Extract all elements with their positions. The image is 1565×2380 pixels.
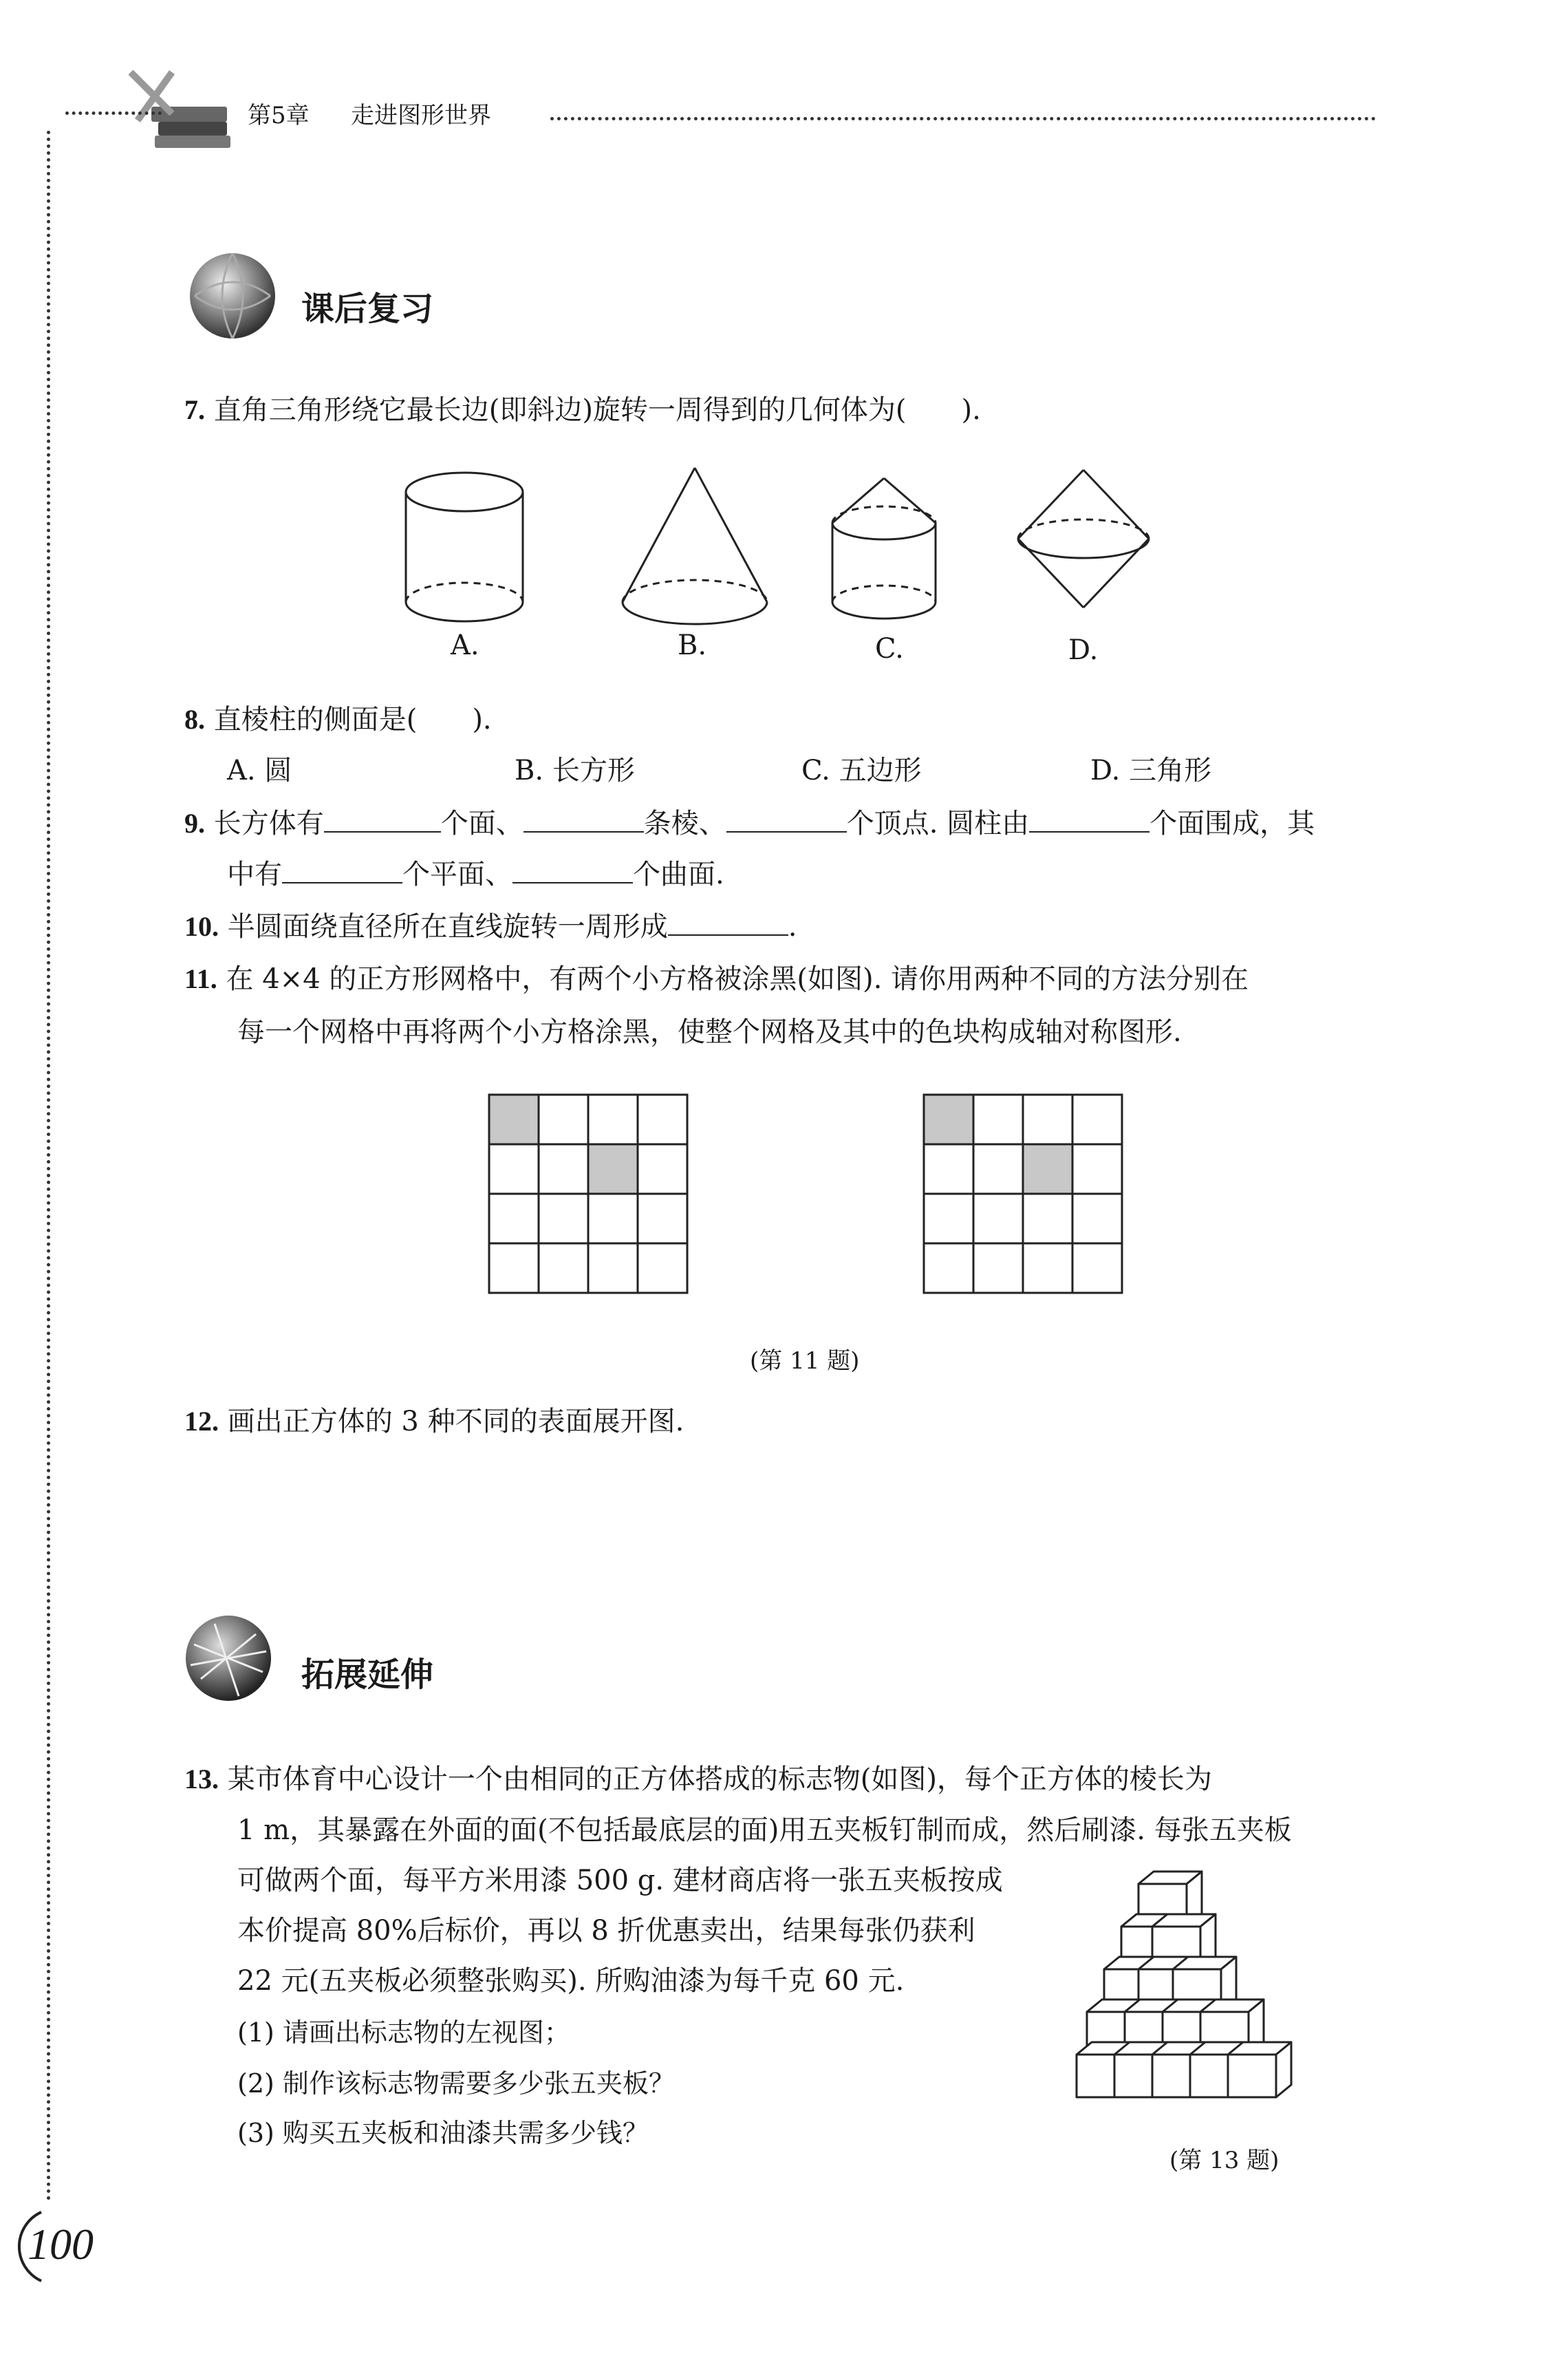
question-number: 10. — [184, 911, 219, 942]
question-13-sub2: (2) 制作该标志物需要多少张五夹板？ — [237, 2068, 675, 2099]
q9-text-7: 个平面、 — [402, 859, 512, 890]
answer-blank[interactable] — [726, 804, 847, 833]
question-13-line4: 本价提高 80%后标价，再以 8 折优惠卖出，结果每张仍获利 — [237, 1915, 975, 1947]
q10-end: . — [788, 911, 797, 943]
question-10 — [184, 907, 797, 946]
figure-11-caption: (第 11 题) — [750, 1347, 860, 1375]
grid-cell[interactable] — [973, 1095, 1023, 1144]
q9-text-3: 条棱、 — [643, 808, 726, 839]
double-cone-figure — [1018, 470, 1149, 608]
question-13-sub1: (1) 请画出标志物的左视图； — [237, 2017, 570, 2048]
cube — [1228, 2042, 1291, 2097]
cube-stack-figure — [1070, 1851, 1359, 2126]
question-number: 8. — [184, 704, 205, 735]
grid-cell[interactable] — [638, 1194, 687, 1243]
grid-cell[interactable] — [588, 1194, 638, 1243]
answer-blank[interactable] — [668, 907, 788, 936]
cone-figure — [623, 468, 767, 624]
grid-cell-shaded[interactable] — [588, 1144, 638, 1194]
answer-blank[interactable] — [324, 804, 441, 833]
question-11-line2: 每一个网格中再将两个小方格涂黑，使整个网格及其中的色块构成轴对称图形. — [237, 1016, 1182, 1048]
question-13-line2: 1 m，其暴露在外面的面(不包括最底层的面)用五夹板钉制而成，然后刷漆. 每张五夹板 — [237, 1814, 1292, 1846]
page-dotted-border — [47, 131, 50, 2202]
grid-cell[interactable] — [924, 1243, 973, 1293]
grid-cell[interactable] — [1023, 1095, 1072, 1144]
option-c-label: C. — [875, 633, 904, 665]
grid-cell[interactable] — [539, 1095, 588, 1144]
question-number: 13. — [184, 1763, 219, 1794]
grid-cell[interactable] — [588, 1095, 638, 1144]
question-12 — [184, 1402, 684, 1441]
question-number: 7. — [184, 394, 205, 425]
chapter-label: 第5章 — [248, 102, 310, 129]
grid-cell[interactable] — [638, 1144, 687, 1194]
q8-option-b: B. 长方形 — [515, 755, 635, 786]
grid-left[interactable] — [487, 1093, 689, 1298]
grid-cell[interactable] — [1023, 1243, 1072, 1293]
grid-cell[interactable] — [1072, 1194, 1122, 1243]
question-text: 在 4×4 的正方形网格中，有两个小方格被涂黑(如图). 请你用两种不同的方法分别在 — [226, 963, 1249, 995]
question-11-line1 — [184, 960, 1249, 998]
grid-cell[interactable] — [638, 1095, 687, 1144]
figure-13-caption: (第 13 题) — [1169, 2147, 1280, 2174]
header-dotted-line-left — [65, 111, 162, 115]
q9-text-2: 个面、 — [440, 808, 524, 839]
question-text: 某市体育中心设计一个由相同的正方体搭成的标志物(如图)，每个正方体的棱长为 — [227, 1763, 1212, 1795]
grid-cell-shaded[interactable] — [489, 1095, 539, 1144]
cone-cylinder-figure — [832, 478, 936, 619]
q9-text-4: 个顶点. 圆柱由 — [846, 808, 1030, 839]
q9-text-6: 中有 — [227, 859, 282, 890]
q9-text-5: 个面围成，其 — [1150, 808, 1315, 839]
q9-text-1: 长方体有 — [213, 808, 324, 839]
answer-blank[interactable] — [282, 855, 402, 883]
grid-cell[interactable] — [924, 1194, 973, 1243]
question-13-line5: 22 元(五夹板必须整张购买). 所购油漆为每千克 60 元. — [237, 1965, 905, 1997]
page-number: 100 — [28, 2220, 94, 2269]
network-globe-icon — [180, 1610, 277, 1706]
grid-cell[interactable] — [1023, 1194, 1072, 1243]
option-d-label: D. — [1068, 634, 1099, 666]
grid-cell[interactable] — [539, 1144, 588, 1194]
globe-icon — [184, 248, 281, 344]
answer-blank[interactable] — [512, 855, 633, 883]
grid-cell[interactable] — [539, 1243, 588, 1293]
question-13-sub3: (3) 购买五夹板和油漆共需多少钱？ — [237, 2118, 649, 2148]
q8-option-a: A. 圆 — [227, 755, 292, 786]
cylinder-figure — [406, 473, 523, 621]
question-8 — [184, 700, 492, 739]
grid-cell[interactable] — [489, 1194, 539, 1243]
grid-cell[interactable] — [489, 1243, 539, 1293]
question-13-line3: 可做两个面，每平方米用漆 500 g. 建材商店将一张五夹板按成 — [237, 1865, 1003, 1896]
header-decoration — [124, 65, 241, 155]
question-7 — [184, 391, 981, 429]
question-13-line1 — [184, 1760, 1212, 1799]
grid-cell[interactable] — [973, 1194, 1023, 1243]
grid-cell[interactable] — [1072, 1144, 1122, 1194]
question-number: 11. — [184, 963, 217, 994]
grid-right[interactable] — [922, 1093, 1124, 1298]
question-text: 画出正方体的 3 种不同的表面展开图. — [227, 1406, 684, 1437]
question-number: 12. — [184, 1406, 219, 1437]
grid-cell[interactable] — [638, 1243, 687, 1293]
solid-figures — [385, 458, 1176, 650]
header-dotted-line-right — [550, 117, 1376, 120]
grid-cell[interactable] — [973, 1144, 1023, 1194]
option-a-label: A. — [451, 630, 479, 661]
section-title-extension: 拓展延伸 — [301, 1655, 434, 1694]
grid-cell[interactable] — [489, 1144, 539, 1194]
q8-option-c: C. 五边形 — [801, 755, 922, 786]
section-title-review: 课后复习 — [301, 290, 434, 328]
q9-text-8: 个曲面. — [633, 859, 724, 890]
question-9-line1 — [184, 804, 1315, 843]
question-number: 9. — [184, 808, 205, 839]
grid-cell[interactable] — [924, 1144, 973, 1194]
q8-option-d: D. 三角形 — [1090, 755, 1212, 786]
grid-cell[interactable] — [1072, 1095, 1122, 1144]
grid-cell[interactable] — [1072, 1243, 1122, 1293]
grid-cell[interactable] — [973, 1243, 1023, 1293]
grid-cell[interactable] — [588, 1243, 638, 1293]
question-9-line2 — [227, 855, 724, 894]
grid-cell-shaded[interactable] — [924, 1095, 973, 1144]
option-b-label: B. — [678, 630, 707, 661]
question-text: 直角三角形绕它最长边(即斜边)旋转一周得到的几何体为( ). — [213, 394, 981, 426]
question-text: 直棱柱的侧面是( ). — [213, 704, 492, 736]
chapter-title: 走进图形世界 — [351, 102, 491, 129]
answer-blank[interactable] — [524, 804, 644, 833]
answer-blank[interactable] — [1029, 804, 1150, 833]
grid-cell[interactable] — [539, 1194, 588, 1243]
question-text: 半圆面绕直径所在直线旋转一周形成 — [227, 911, 668, 943]
grid-cell-shaded[interactable] — [1023, 1144, 1072, 1194]
